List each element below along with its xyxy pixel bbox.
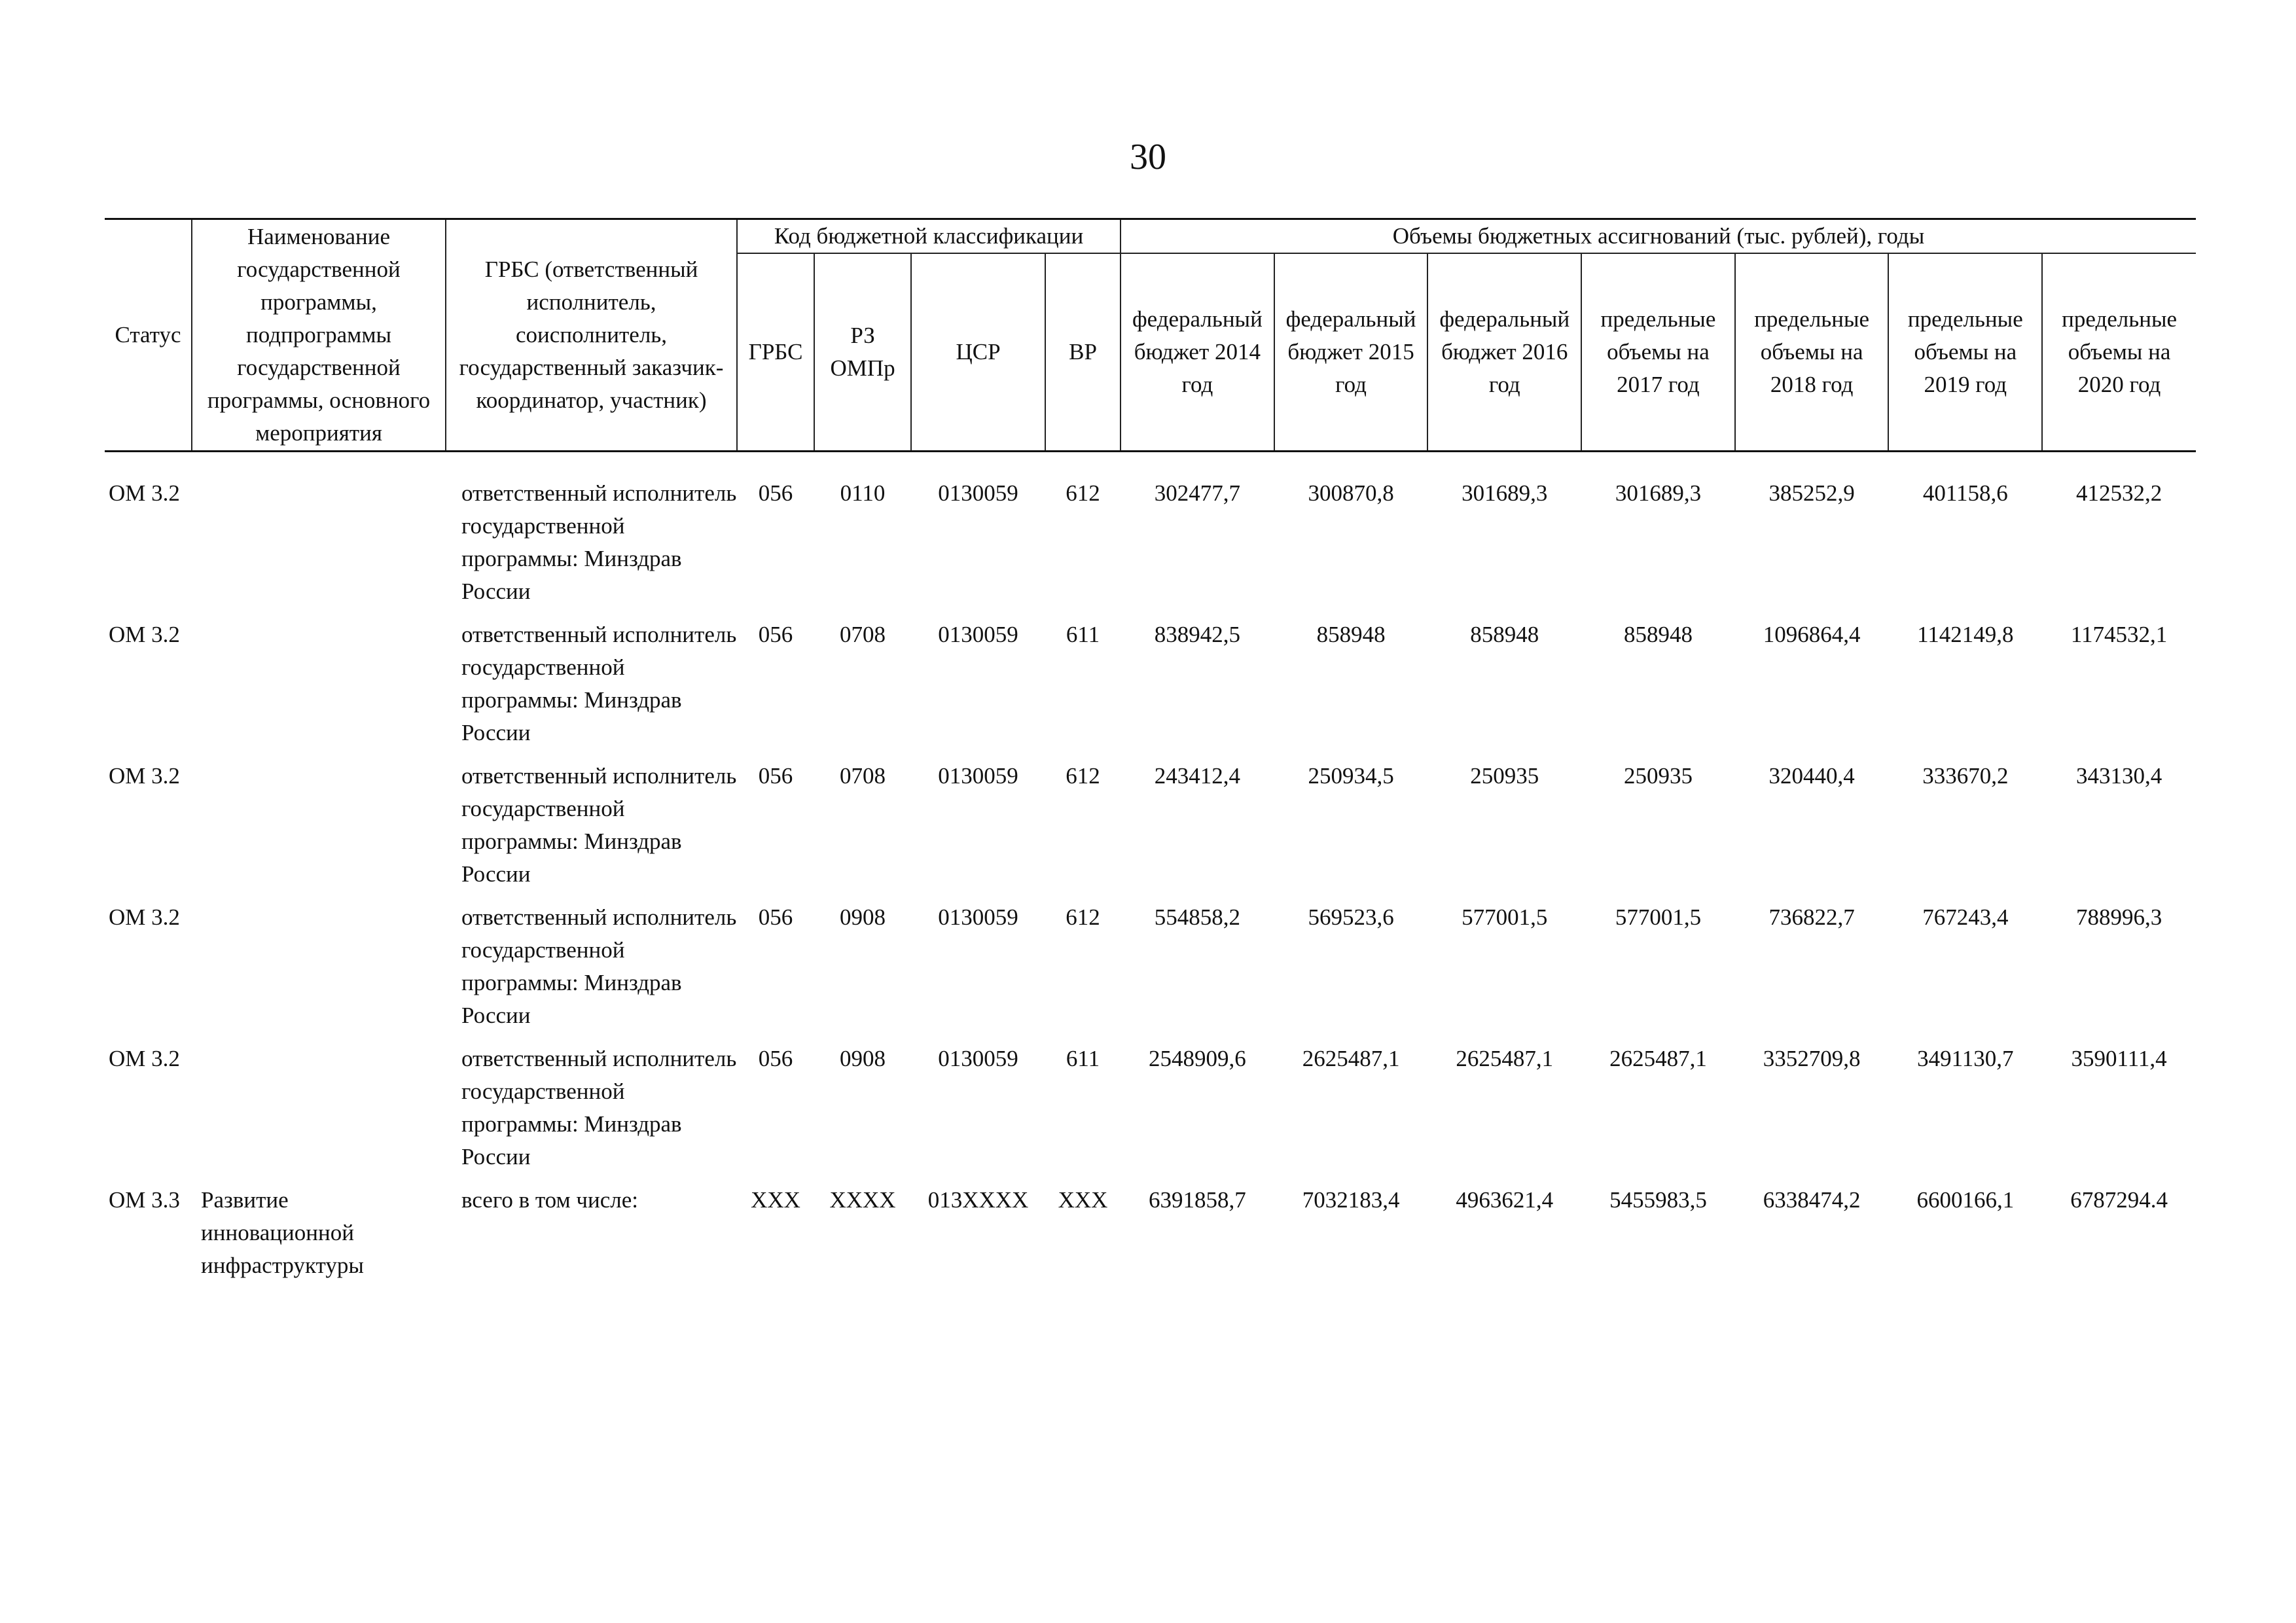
row-responsible: ответственный исполнитель государственной программы: Минздрав России (461, 1046, 737, 1169)
header-volumes-group: Объемы бюджетных ассигнований (тыс. рублей), годы (1121, 219, 2196, 254)
row-value-2018: 3352709,8 (1763, 1046, 1861, 1071)
row-value-2017: 858948 (1623, 622, 1693, 647)
row-value-2019: 333670,2 (1922, 763, 2009, 789)
row-responsible: всего в том числе: (461, 1187, 639, 1213)
row-rz: 0908 (840, 904, 886, 930)
table-row (105, 1184, 2196, 1293)
row-value-2020: 788996,3 (2075, 904, 2162, 930)
header-year-2017: предельные объемы на 2017 год (1581, 253, 1735, 452)
row-vr: 612 (1066, 480, 1100, 506)
row-value-2018: 1096864,4 (1763, 622, 1861, 647)
header-rz: РЗ (850, 323, 875, 348)
row-value-2020: 6787294.4 (2070, 1187, 2168, 1213)
row-value-2014: 302477,7 (1154, 480, 1240, 506)
row-program-name (192, 477, 446, 618)
row-vr: 612 (1066, 763, 1100, 789)
row-value-2016: 4963621,4 (1456, 1187, 1554, 1213)
row-csr: 0130059 (938, 763, 1018, 789)
row-value-2016: 577001,5 (1462, 904, 1548, 930)
row-value-2020: 1174532,1 (2070, 622, 2168, 647)
row-value-2014: 838942,5 (1154, 622, 1240, 647)
row-value-2018: 6338474,2 (1763, 1187, 1861, 1213)
table-row (105, 618, 2196, 760)
row-value-2018: 385252,9 (1768, 480, 1855, 506)
row-value-2019: 3491130,7 (1917, 1046, 2014, 1071)
table-body (105, 452, 2196, 1293)
row-grbs: 056 (758, 480, 793, 506)
header-year-2019: предельные объемы на 2019 год (1888, 253, 2042, 452)
row-value-2020: 343130,4 (2075, 763, 2162, 789)
table-row (105, 1043, 2196, 1184)
table-row (105, 477, 2196, 618)
row-responsible: ответственный исполнитель государственной программы: Минздрав России (461, 480, 737, 604)
row-value-2018: 320440,4 (1768, 763, 1855, 789)
row-vr: XXX (1058, 1187, 1108, 1213)
row-value-2017: 250935 (1623, 763, 1693, 789)
row-value-2015: 2625487,1 (1302, 1046, 1400, 1071)
header-budget-code-group: Код бюджетной классификации (737, 219, 1121, 254)
row-value-2017: 5455983,5 (1609, 1187, 1707, 1213)
row-value-2014: 6391858,7 (1149, 1187, 1246, 1213)
row-value-2019: 1142149,8 (1917, 622, 2014, 647)
row-program-name (192, 618, 446, 760)
row-status: ОМ 3.2 (109, 1046, 180, 1071)
page-number: 30 (1130, 137, 1166, 177)
header-year-2015: федеральный бюджет 2015 год (1274, 253, 1428, 452)
header-rz-ompr (814, 253, 911, 452)
header-year-2016: федеральный бюджет 2016 год (1427, 253, 1581, 452)
row-value-2019: 401158,6 (1922, 480, 2008, 506)
row-value-2014: 554858,2 (1154, 904, 1240, 930)
header-status: Статус (105, 219, 192, 452)
row-value-2014: 2548909,6 (1149, 1046, 1246, 1071)
row-rz: 0708 (840, 622, 886, 647)
header-year-2020: предельные объемы на 2020 год (2042, 253, 2196, 452)
row-grbs: 056 (758, 1046, 793, 1071)
row-value-2014: 243412,4 (1154, 763, 1240, 789)
row-rz: 0110 (840, 480, 886, 506)
row-value-2019: 6600166,1 (1916, 1187, 2015, 1213)
row-grbs: 056 (758, 904, 793, 930)
row-value-2019: 767243,4 (1922, 904, 2009, 930)
row-value-2017: 301689,3 (1615, 480, 1702, 506)
row-status: ОМ 3.3 (109, 1187, 180, 1213)
budget-allocation-table (105, 218, 2196, 1293)
row-value-2020: 412532,2 (2075, 480, 2162, 506)
header-year-2018: предельные объемы на 2018 год (1735, 253, 1889, 452)
row-grbs: 056 (758, 763, 793, 789)
row-value-2016: 858948 (1470, 622, 1539, 647)
row-vr: 612 (1066, 904, 1100, 930)
row-status: ОМ 3.2 (109, 480, 180, 506)
row-value-2015: 569523,6 (1308, 904, 1394, 930)
row-status: ОМ 3.2 (109, 622, 180, 647)
row-value-2016: 301689,3 (1462, 480, 1548, 506)
header-program-name: Наименование государственной программы, подпрограммы государственной программы, основного мероприятия (192, 219, 446, 452)
row-value-2016: 250935 (1470, 763, 1539, 789)
row-value-2015: 300870,8 (1308, 480, 1394, 506)
row-value-2016: 2625487,1 (1456, 1046, 1554, 1071)
row-status: ОМ 3.2 (109, 904, 180, 930)
row-program-name (192, 1043, 446, 1184)
header-year-2014: федеральный бюджет 2014 год (1121, 253, 1274, 452)
header-grbs: ГРБС (737, 253, 814, 452)
row-grbs: XXX (751, 1187, 800, 1213)
row-rz: XXXX (829, 1187, 896, 1213)
row-vr: 611 (1066, 1046, 1100, 1071)
row-value-2015: 250934,5 (1308, 763, 1394, 789)
row-csr: 0130059 (938, 904, 1018, 930)
row-program-name (192, 901, 446, 1043)
header-grbs-role: ГРБС (ответственный исполнитель, соисполнитель, государственный заказчик-координатор, участник) (446, 219, 737, 452)
row-value-2015: 7032183,4 (1302, 1187, 1400, 1213)
header-csr: ЦСР (911, 253, 1045, 452)
header-ompr: ОМПр (830, 355, 895, 381)
table-header (105, 219, 2196, 452)
row-vr: 611 (1066, 622, 1100, 647)
row-csr: 0130059 (938, 480, 1018, 506)
table-row (105, 760, 2196, 901)
row-responsible: ответственный исполнитель государственной программы: Минздрав России (461, 904, 737, 1028)
row-csr: 013XXXX (927, 1187, 1029, 1213)
row-program-name: Развитие инновационной инфраструктуры (201, 1187, 364, 1278)
row-status: ОМ 3.2 (109, 763, 180, 789)
row-csr: 0130059 (938, 622, 1018, 647)
row-value-2015: 858948 (1316, 622, 1386, 647)
row-program-name (192, 760, 446, 901)
row-value-2017: 577001,5 (1615, 904, 1702, 930)
header-vr: ВР (1045, 253, 1121, 452)
row-rz: 0708 (840, 763, 886, 789)
row-responsible: ответственный исполнитель государственной программы: Минздрав России (461, 622, 737, 745)
table-row (105, 901, 2196, 1043)
row-csr: 0130059 (938, 1046, 1018, 1071)
row-value-2017: 2625487,1 (1609, 1046, 1707, 1071)
row-value-2020: 3590111,4 (2071, 1046, 2167, 1071)
row-grbs: 056 (758, 622, 793, 647)
row-rz: 0908 (840, 1046, 886, 1071)
row-value-2018: 736822,7 (1768, 904, 1855, 930)
row-responsible: ответственный исполнитель государственной программы: Минздрав России (461, 763, 737, 887)
